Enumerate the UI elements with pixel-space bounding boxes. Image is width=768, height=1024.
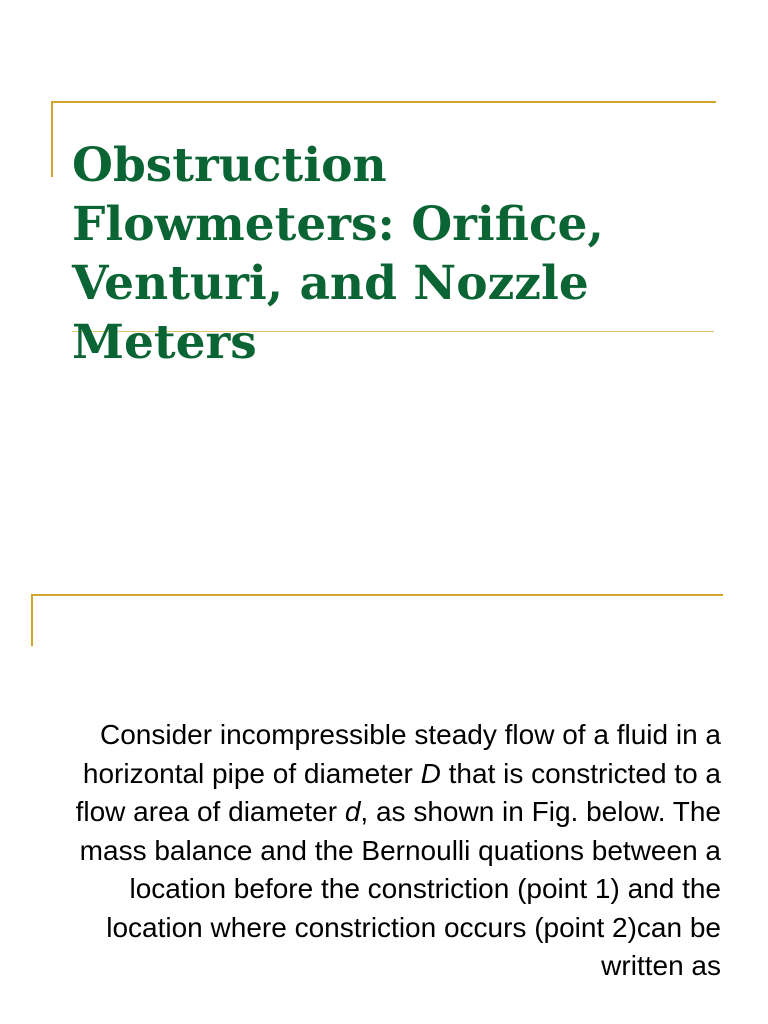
title-line-2: Flowmeters: Orifice,	[72, 197, 604, 252]
accent-rule-left	[51, 101, 53, 177]
body-paragraph	[61, 716, 721, 986]
body-text-part-2: that is constricted to a flow area of diameter	[75, 757, 721, 827]
variable-d: d	[344, 796, 361, 827]
title-line-4: Meters	[72, 315, 257, 370]
body-text-part-1: Consider incompressible steady flow of a fluid in a horizontal pipe of diameter	[82, 719, 721, 789]
accent-rule-top	[51, 101, 716, 103]
body-text-part-3: , as shown in Fig. below. The mass balance and the Bernoulli quations between a location before the constriction (point 1) and the location where constriction occurs (point 2)can be written as	[79, 796, 721, 981]
accent-rule-left	[31, 594, 33, 646]
slide-title	[72, 136, 692, 372]
variable-D: D	[420, 757, 441, 789]
title-line-1: Obstruction	[72, 138, 387, 193]
content-slide	[0, 540, 768, 1024]
accent-rule-top	[31, 594, 723, 596]
title-line-3: Venturi, and Nozzle	[72, 256, 589, 311]
